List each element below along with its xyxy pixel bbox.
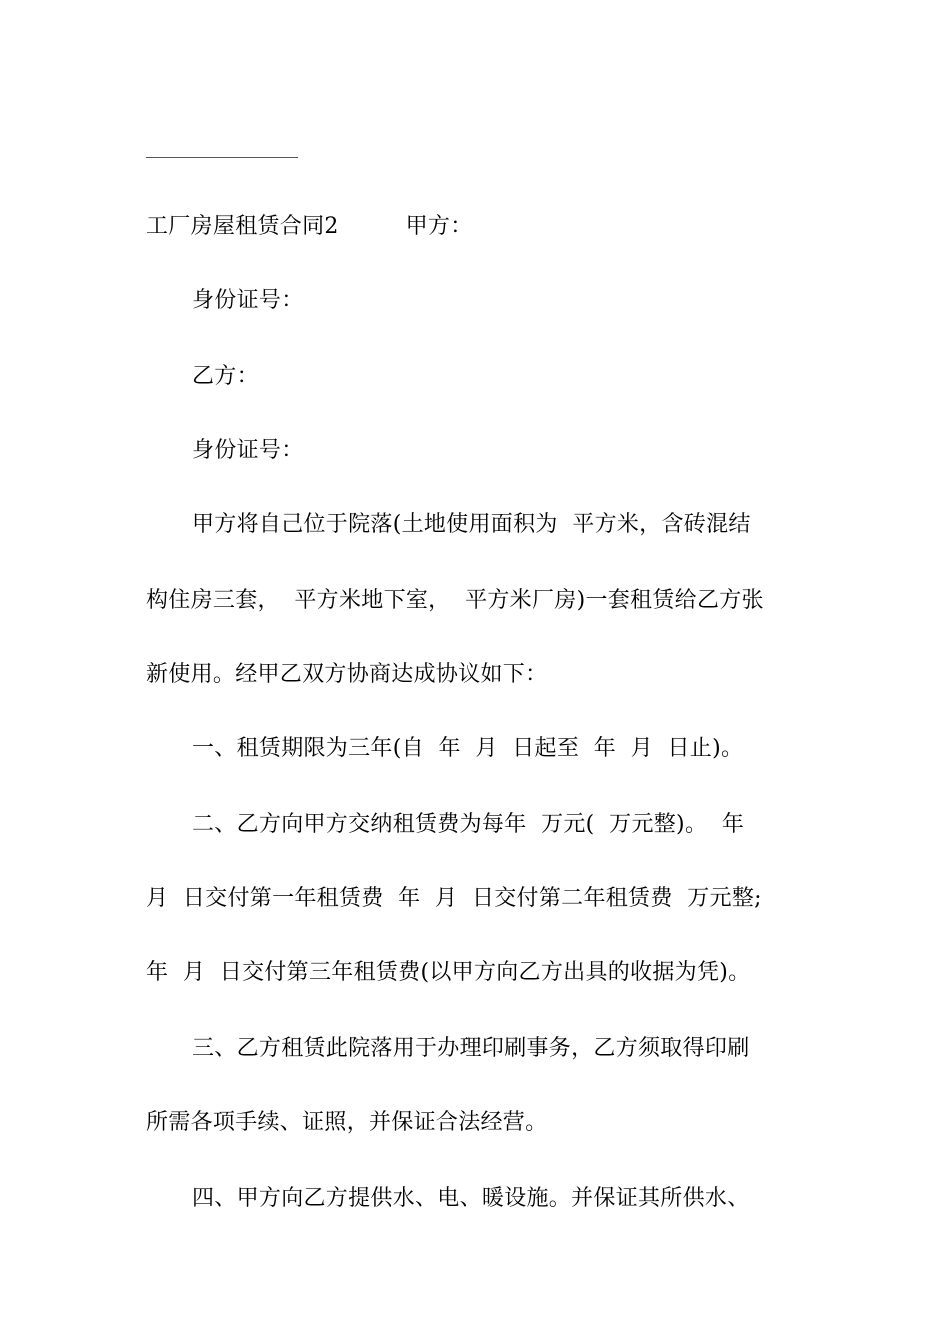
intro-paragraph-line-1: 甲方将自己位于院落(土地使用面积为 平方米，含砖混结 (192, 512, 751, 537)
clause-4-line-1: 四、甲方向乙方提供水、电、暖设施。并保证其所供水、 (192, 1186, 750, 1211)
clause-3-line-1: 三、乙方租赁此院落用于办理印刷事务，乙方须取得印刷 (192, 1036, 750, 1061)
clause-2-line-1: 二、乙方向甲方交纳租赁费为每年 万元( 万元整)。 年 (192, 812, 745, 837)
party-a-id-label: 身份证号： (192, 288, 304, 313)
contract-title-line: 工厂房屋租赁合同2 甲方： (146, 214, 473, 239)
clause-2-line-3: 年 月 日交付第三年租赁费(以甲方向乙方出具的收据为凭)。 (146, 960, 751, 985)
intro-paragraph-line-3: 新使用。经甲乙双方协商达成协议如下： (146, 662, 548, 687)
header-rule (146, 157, 298, 158)
clause-1: 一、租赁期限为三年(自 年 月 日起至 年 月 日止)。 (192, 736, 744, 761)
clause-3-line-2: 所需各项手续、证照，并保证合法经营。 (146, 1110, 548, 1135)
party-b-label: 乙方： (192, 364, 259, 389)
clause-2-line-2: 月 日交付第一年租赁费 年 月 日交付第二年租赁费 万元整; (146, 886, 762, 911)
intro-paragraph-line-2: 构住房三套， 平方米地下室， 平方米厂房)一套租赁给乙方张 (146, 588, 764, 613)
party-b-id-label: 身份证号： (192, 438, 304, 463)
